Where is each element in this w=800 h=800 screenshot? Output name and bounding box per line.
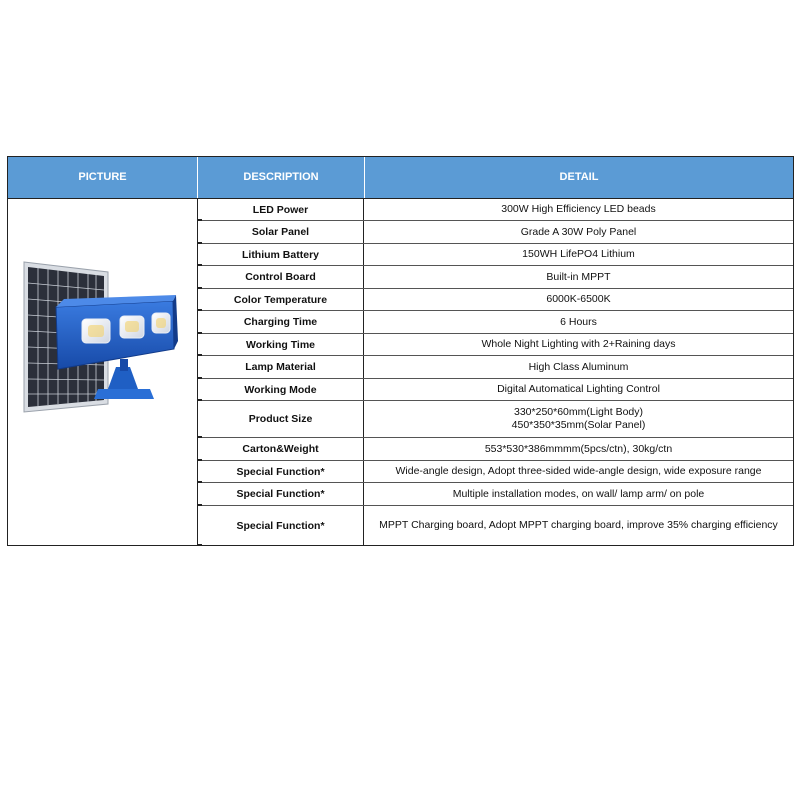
table-row (198, 244, 793, 266)
table-row (198, 199, 793, 221)
row-label: Working Time (245, 338, 316, 351)
row-label: Special Function* (236, 519, 325, 532)
row-value: 6000K-6500K (546, 293, 611, 305)
row-label: Lamp Material (245, 361, 316, 373)
solar-flood-light-picture (8, 199, 197, 545)
row-label: LED Power (252, 203, 309, 216)
row-label: Charging Time (243, 316, 318, 328)
picture-cell (8, 199, 197, 545)
row-value-line: 450*350*35mm(Solar Panel) (511, 419, 646, 431)
row-value: 553*530*386mmmm(5pcs/ctn), 30kg/ctn (484, 442, 673, 455)
row-value: 6 Hours (560, 315, 597, 328)
header-picture: PICTURE (78, 171, 127, 183)
table-row (198, 506, 793, 545)
row-value (364, 401, 793, 437)
table-row (198, 334, 793, 356)
row-label: Special Function* (236, 488, 325, 500)
row-value: Digital Automatical Lighting Control (497, 383, 660, 395)
table-row (198, 266, 793, 289)
header-detail: DETAIL (364, 157, 793, 198)
row-value-line: 330*250*60mm(Light Body) (514, 406, 643, 418)
row-label: Solar Panel (251, 226, 310, 238)
header-description: DESCRIPTION (197, 157, 364, 198)
row-value: High Class Aluminum (528, 360, 629, 373)
table-row (198, 356, 793, 379)
row-label: Control Board (245, 271, 316, 283)
table-row (198, 221, 793, 244)
table-row (198, 311, 793, 334)
row-value: Wide-angle design, Adopt three-sided wide-angle design, wide exposure range (395, 465, 762, 477)
table-row (198, 379, 793, 401)
row-value: MPPT Charging board, Adopt MPPT charging board, improve 35% charging efficiency (379, 519, 778, 531)
row-label: Color Temperature (233, 293, 328, 306)
row-value: 300W High Efficiency LED beads (501, 203, 656, 215)
row-label: Working Mode (244, 383, 317, 396)
row-value: Multiple installation modes, on wall/ lamp arm/ on pole (452, 487, 705, 500)
table-row (198, 289, 793, 311)
table-row (198, 483, 793, 506)
lamp-body-graphic (56, 295, 178, 369)
table-row (198, 401, 793, 438)
table-header (8, 157, 793, 199)
row-label: Lithium Battery (241, 248, 319, 261)
row-label: Carton&Weight (242, 443, 319, 455)
row-value: Whole Night Lighting with 2+Raining days (481, 338, 676, 350)
row-value: Built-in MPPT (546, 270, 611, 283)
table-row (198, 461, 793, 483)
row-label: Product Size (248, 413, 313, 425)
spec-table (7, 156, 794, 546)
table-row (198, 438, 793, 461)
row-value: Grade A 30W Poly Panel (520, 225, 637, 238)
row-value: 150WH LifePO4 Lithium (522, 248, 635, 260)
row-label: Special Function* (236, 465, 325, 478)
